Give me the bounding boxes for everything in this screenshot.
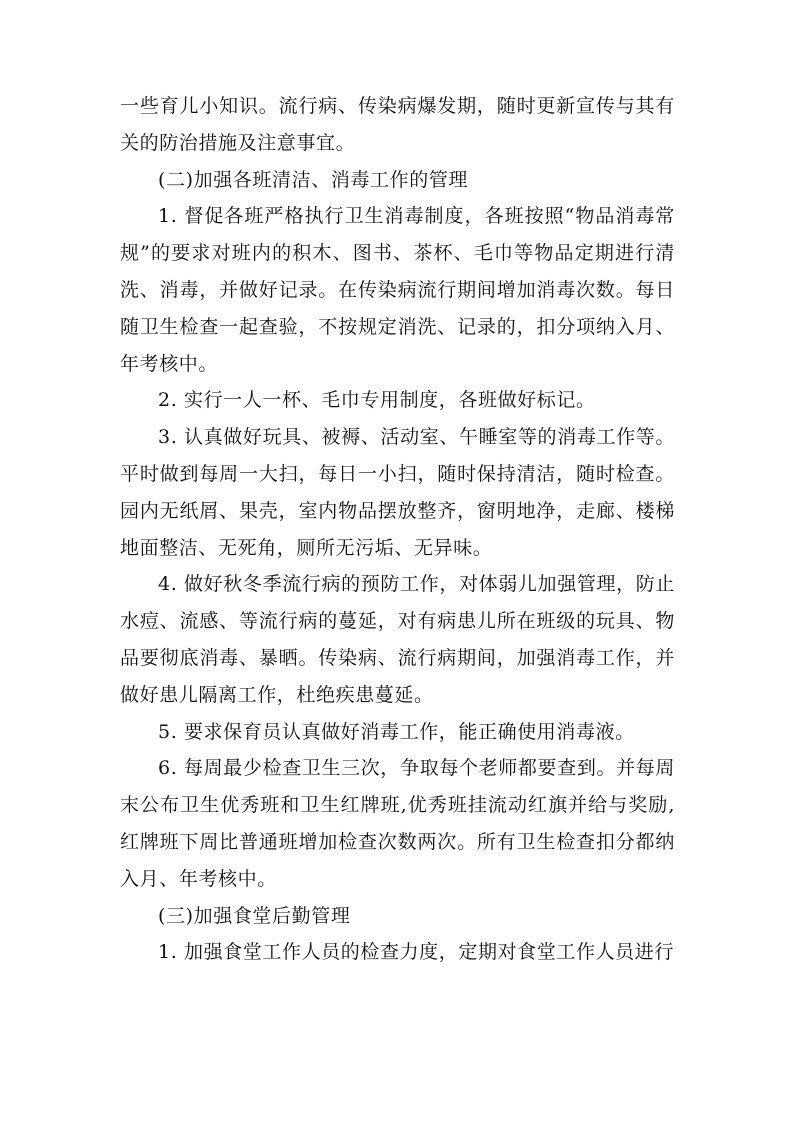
list-item-1-cafeteria: 1. 加强食堂工作人员的检查力度，定期对食堂工作人员进行 xyxy=(158,941,674,964)
list-item-5: 5. 要求保育员认真做好消毒工作，能正确使用消毒液。 xyxy=(158,720,635,743)
section-heading-3: (三)加强食堂后勤管理 xyxy=(158,904,351,927)
list-item-2: 2. 实行一人一杯、毛巾专用制度，各班做好标记。 xyxy=(158,389,596,412)
list-item-3: 3. 认真做好玩具、被褥、活动室、午睡室等的消毒工作等。平时做到每周一大扫，每日一小扫，随时保持清洁，随时检查。园内无纸屑、果壳，室内物品摆放整齐，窗明地净，走廊、楼梯地面整洁、无死角，厕所无污垢、无异味。 xyxy=(120,426,675,559)
section-heading-2: (二)加强各班清洁、消毒工作的管理 xyxy=(158,168,469,191)
document-body xyxy=(120,88,675,971)
list-item-1: 1. 督促各班严格执行卫生消毒制度，各班按照“物品消毒常规”的要求对班内的积木、图书、茶杯、毛巾等物品定期进行清洗、消毒，并做好记录。在传染病流行期间增加消毒次数。每日随卫生检查一起查验，不按规定消洗、记录的，扣分项纳入月、年考核中。 xyxy=(120,205,675,375)
paragraph-continuation: 一些育儿小知识。流行病、传染病爆发期，随时更新宣传与其有关的防治措施及注意事宜。 xyxy=(120,95,675,154)
list-item-4: 4. 做好秋冬季流行病的预防工作，对体弱儿加强管理，防止水痘、流感、等流行病的蔓延，对有病患儿所在班级的玩具、物品要彻底消毒、暴晒。传染病、流行病期间，加强消毒工作，并做好患儿隔离工作，杜绝疾患蔓延。 xyxy=(120,573,675,706)
list-item-6: 6. 每周最少检查卫生三次，争取每个老师都要查到。并每周末公布卫生优秀班和卫生红牌班,优秀班挂流动红旗并给与奖励,红牌班下周比普通班增加检查次数两次。所有卫生检查扣分都纳入月、年考核中。 xyxy=(120,757,675,890)
